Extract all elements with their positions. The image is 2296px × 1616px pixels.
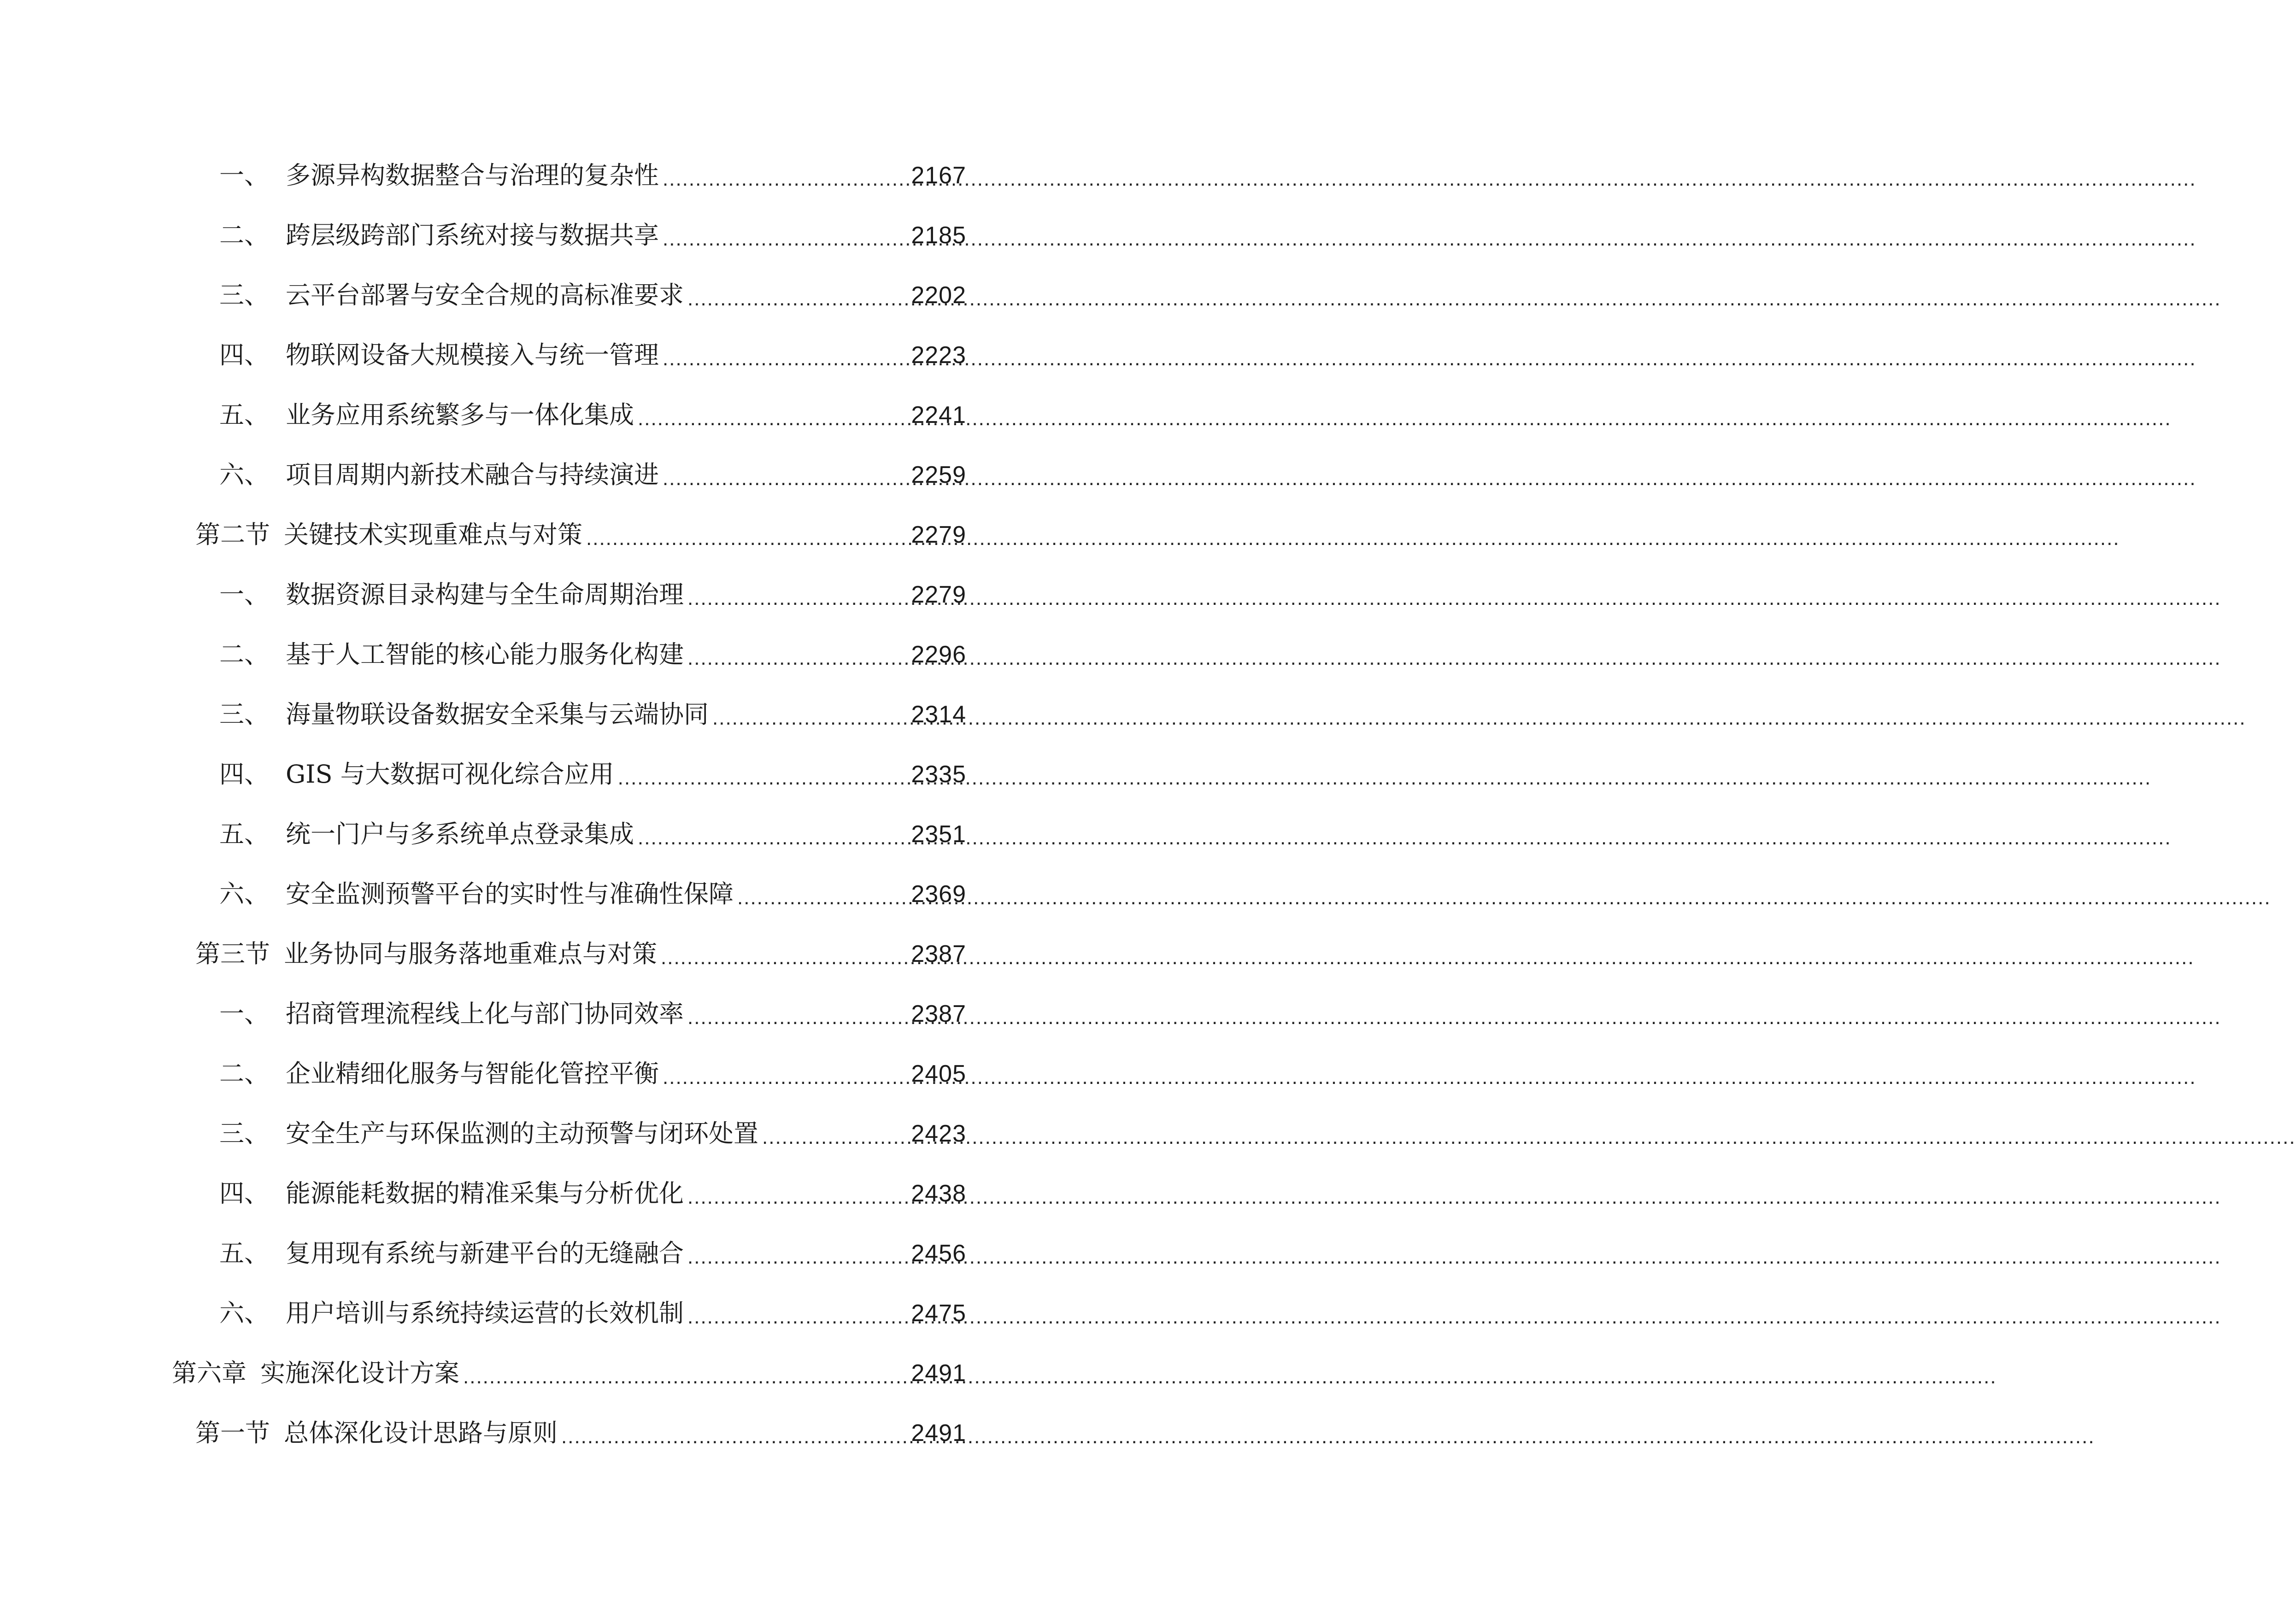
toc-entry-page: 2369 <box>911 881 966 908</box>
toc-entry-title: 跨层级跨部门系统对接与数据共享 <box>286 221 659 250</box>
toc-dot-leader <box>687 289 907 309</box>
toc-entry-number: 五、 <box>219 820 269 849</box>
toc-dot-leader <box>663 468 907 489</box>
toc-entry[interactable] <box>0 1283 1143 1343</box>
toc-entry[interactable] <box>0 1224 1143 1283</box>
toc-entry[interactable] <box>0 265 1143 325</box>
table-of-contents <box>0 146 1143 1463</box>
toc-entry-title: 云平台部署与安全合规的高标准要求 <box>286 281 684 310</box>
toc-entry-number: 三、 <box>219 700 269 729</box>
toc-entry[interactable] <box>0 146 1143 205</box>
toc-section-title: 业务协同与服务落地重难点与对策 <box>284 939 657 968</box>
toc-entry-title: 业务应用系统繁多与一体化集成 <box>286 400 634 429</box>
toc-section-number: 第一节 <box>195 1418 270 1447</box>
toc-dot-leader <box>638 828 907 848</box>
toc-entry-title: 统一门户与多系统单点登录集成 <box>286 820 634 849</box>
toc-entry-title: 企业精细化服务与智能化管控平衡 <box>286 1059 659 1088</box>
toc-entry-title: 用户培训与系统持续运营的长效机制 <box>286 1299 684 1328</box>
toc-entry-page: 2387 <box>911 1001 966 1027</box>
toc-entry-title: 海量物联设备数据安全采集与云端协同 <box>286 700 709 729</box>
toc-dot-leader <box>663 169 907 189</box>
toc-entry-number: 四、 <box>219 760 269 789</box>
toc-entry[interactable] <box>0 205 1143 265</box>
toc-entry[interactable] <box>0 1164 1143 1224</box>
toc-section-title: 总体深化设计思路与原则 <box>284 1418 558 1447</box>
toc-entry-number: 四、 <box>219 1179 269 1208</box>
toc-entry[interactable] <box>0 864 1143 924</box>
toc-chapter-entry[interactable] <box>0 1343 1143 1403</box>
toc-entry-page: 2279 <box>911 581 966 608</box>
toc-entry-number: 一、 <box>219 580 269 609</box>
toc-dot-leader <box>661 948 907 968</box>
toc-entry[interactable] <box>0 1104 1143 1164</box>
toc-dot-leader <box>561 1427 907 1447</box>
toc-entry-page: 2456 <box>911 1240 966 1267</box>
toc-entry-number: 六、 <box>219 1299 269 1328</box>
toc-entry-page: 2423 <box>911 1120 966 1147</box>
toc-entry-page: 2387 <box>911 941 966 967</box>
toc-entry-number: 一、 <box>219 161 269 190</box>
toc-entry-page: 2491 <box>911 1420 966 1446</box>
toc-entry-title: 物联网设备大规模接入与统一管理 <box>286 340 659 369</box>
toc-entry[interactable] <box>0 744 1143 804</box>
toc-entry-title: 项目周期内新技术融合与持续演进 <box>286 460 659 489</box>
toc-entry-page: 2279 <box>911 521 966 548</box>
toc-dot-leader <box>638 409 907 429</box>
toc-dot-leader <box>687 1007 907 1028</box>
toc-entry-number: 六、 <box>219 879 269 908</box>
toc-dot-leader <box>687 588 907 609</box>
toc-section-number: 第二节 <box>195 520 270 549</box>
toc-dot-leader <box>712 708 907 728</box>
toc-entry-number: 二、 <box>219 640 269 669</box>
toc-entry-page: 2241 <box>911 402 966 428</box>
toc-entry-page: 2296 <box>911 641 966 668</box>
toc-entry-number: 一、 <box>219 999 269 1028</box>
toc-entry[interactable] <box>0 984 1143 1044</box>
toc-entry[interactable] <box>0 565 1143 625</box>
toc-entry[interactable] <box>0 625 1143 685</box>
toc-dot-leader <box>463 1367 907 1387</box>
toc-entry-page: 2167 <box>911 162 966 189</box>
toc-entry-number: 六、 <box>219 460 269 489</box>
toc-entry-title: 基于人工智能的核心能力服务化构建 <box>286 640 684 669</box>
toc-entry-title: 安全生产与环保监测的主动预警与闭环处置 <box>286 1119 758 1148</box>
toc-entry[interactable] <box>0 325 1143 385</box>
toc-entry-title: 数据资源目录构建与全生命周期治理 <box>286 580 684 609</box>
toc-entry-page: 2491 <box>911 1360 966 1387</box>
toc-dot-leader <box>687 648 907 668</box>
toc-entry-page: 2202 <box>911 282 966 309</box>
toc-entry[interactable] <box>0 685 1143 744</box>
toc-dot-leader <box>687 1307 907 1327</box>
toc-entry-page: 2335 <box>911 761 966 788</box>
toc-dot-leader <box>663 1067 907 1088</box>
toc-dot-leader <box>737 888 907 908</box>
toc-section-number: 第三节 <box>195 939 270 968</box>
toc-section-title: 关键技术实现重难点与对策 <box>284 520 582 549</box>
toc-chapter-title: 实施深化设计方案 <box>260 1358 459 1388</box>
toc-dot-leader <box>687 1247 907 1267</box>
toc-entry-page: 2405 <box>911 1060 966 1087</box>
toc-section-entry[interactable] <box>0 505 1143 565</box>
toc-entry-title: 招商管理流程线上化与部门协同效率 <box>286 999 684 1028</box>
toc-dot-leader <box>663 349 907 369</box>
toc-entry-page: 2351 <box>911 821 966 848</box>
toc-entry-number: 二、 <box>219 1059 269 1088</box>
toc-entry[interactable] <box>0 1044 1143 1104</box>
toc-entry-number: 三、 <box>219 1119 269 1148</box>
toc-entry-page: 2185 <box>911 222 966 249</box>
toc-section-entry[interactable] <box>0 924 1143 984</box>
toc-dot-leader <box>687 1187 907 1207</box>
toc-entry-page: 2259 <box>911 462 966 488</box>
toc-entry-title: GIS 与大数据可视化综合应用 <box>286 760 614 789</box>
toc-entry[interactable] <box>0 445 1143 505</box>
toc-entry-page: 2475 <box>911 1300 966 1327</box>
toc-entry-title: 复用现有系统与新建平台的无缝融合 <box>286 1239 684 1268</box>
toc-entry-page: 2223 <box>911 342 966 369</box>
toc-section-entry[interactable] <box>0 1403 1143 1463</box>
toc-entry-page: 2314 <box>911 701 966 728</box>
toc-entry-page: 2438 <box>911 1180 966 1207</box>
toc-entry-number: 三、 <box>219 281 269 310</box>
toc-entry-number: 二、 <box>219 221 269 250</box>
toc-entry-number: 五、 <box>219 1239 269 1268</box>
toc-entry-number: 五、 <box>219 400 269 429</box>
toc-entry[interactable] <box>0 804 1143 864</box>
toc-dot-leader <box>586 528 907 549</box>
toc-dot-leader <box>618 768 908 788</box>
toc-entry-title: 能源能耗数据的精准采集与分析优化 <box>286 1179 684 1208</box>
toc-entry-title: 多源异构数据整合与治理的复杂性 <box>286 161 659 190</box>
toc-entry[interactable] <box>0 385 1143 445</box>
toc-entry-number: 四、 <box>219 340 269 369</box>
toc-entry-title: 安全监测预警平台的实时性与准确性保障 <box>286 879 734 908</box>
toc-chapter-number: 第六章 <box>172 1358 247 1388</box>
toc-dot-leader <box>663 229 907 249</box>
toc-dot-leader <box>762 1127 907 1148</box>
